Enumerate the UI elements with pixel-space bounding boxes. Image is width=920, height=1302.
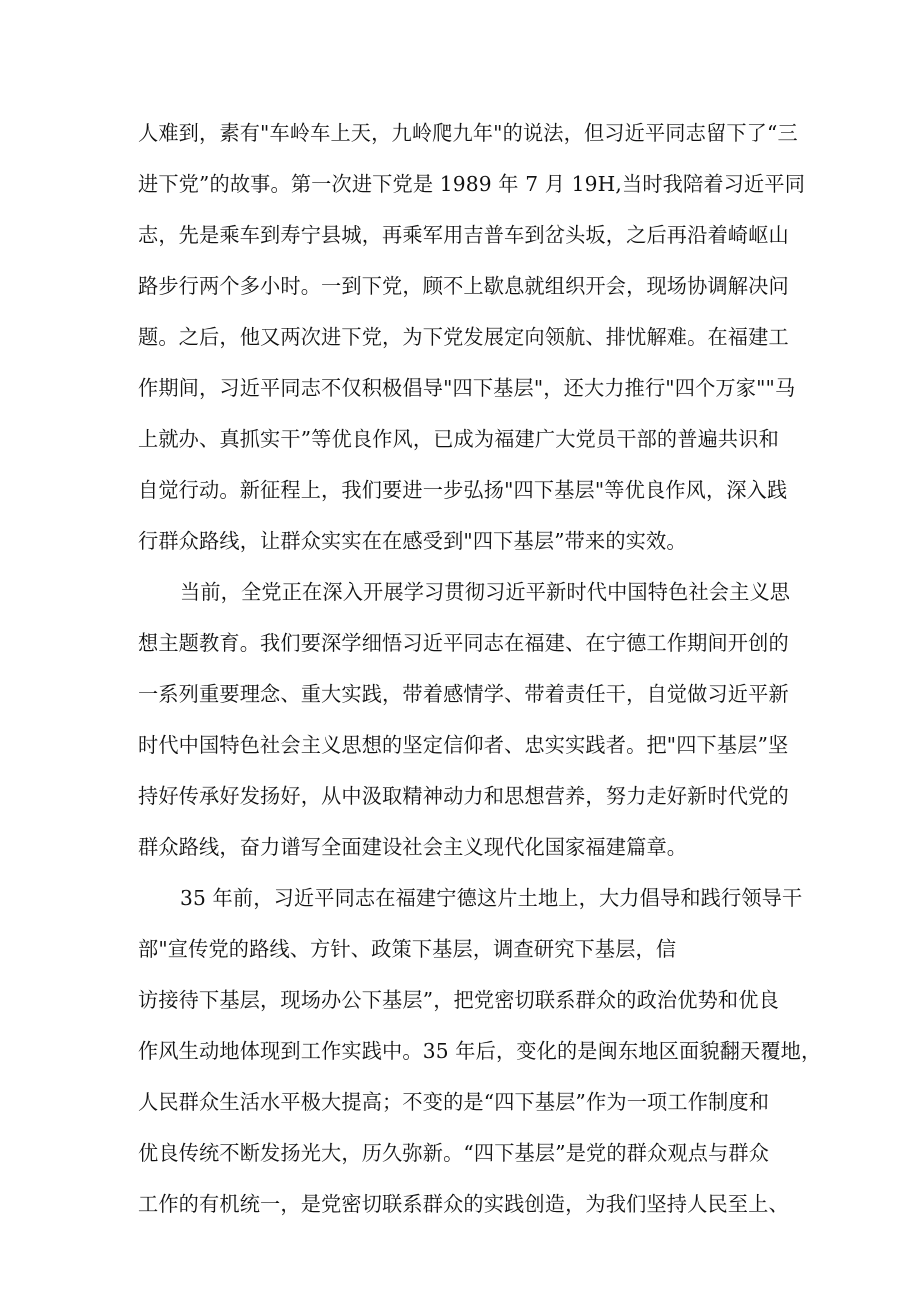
paragraph-1-line-6: 作期间，习近平同志不仅积极倡导"四下基层"，还大力推行"四个万家""马 <box>138 376 796 400</box>
paragraph-2-line-6: 群众路线，奋力谱写全面建设社会主义现代化国家福建篇章。 <box>138 835 688 859</box>
paragraph-1-line-3: 志，先是乘车到寿宁县城，再乘军用吉普车到岔头坂，之后再沿着崎岖山 <box>138 223 789 247</box>
paragraph-2-line-3: 一系列重要理念、重大实践，带着感情学、带着责任干，自觉做习近平新 <box>138 682 789 706</box>
paragraph-3-line-3: 访接待下基层，现场办公下基层”，把党密切联系群众的政治优势和优良 <box>138 988 779 1012</box>
paragraph-2-line-4: 时代中国特色社会主义思想的坚定信仰者、忠实实践者。把"四下基层”坚 <box>138 733 789 757</box>
paragraph-1-line-8: 自觉行动。新征程上，我们要进一步弘扬"四下基层"等优良作风，深入践 <box>138 478 788 502</box>
paragraph-3-line-6: 优良传统不断发扬光大，历久弥新。“四下基层”是党的群众观点与群众 <box>138 1141 770 1165</box>
paragraph-3-line-1: 35 年前，习近平同志在福建宁德这片土地上，大力倡导和践行领导干 <box>180 886 803 910</box>
paragraph-1-line-9: 行群众路线，让群众实实在在感受到"四下基层”带来的实效。 <box>138 529 687 553</box>
paragraph-3-line-4: 作风生动地体现到工作实践中。35 年后，变化的是闽东地区面貌翻天覆地， <box>138 1039 822 1063</box>
paragraph-1-line-7: 上就办、真抓实干”等优良作风，已成为福建广大党员干部的普遍共识和 <box>138 427 779 451</box>
paragraph-2-line-5: 持好传承好发扬好，从中汲取精神动力和思想营养，努力走好新时代党的 <box>138 784 789 808</box>
paragraph-1-line-4: 路步行两个多小时。一到下党，顾不上歇息就组织开会，现场协调解决问 <box>138 274 789 298</box>
paragraph-1-line-5: 题。之后，他又两次进下党，为下党发展定向领航、排忧解难。在福建工 <box>138 325 789 349</box>
paragraph-3-line-5: 人民群众生活水平极大提高；不变的是“四下基层”作为一项工作制度和 <box>138 1090 770 1114</box>
paragraph-2-line-2: 想主题教育。我们要深学细悟习近平同志在福建、在宁德工作期间开创的 <box>138 631 789 655</box>
paragraph-3-line-2: 部"宣传党的路线、方针、政策下基层，调查研究下基层，信 <box>138 937 677 961</box>
paragraph-2-line-1: 当前，全党正在深入开展学习贯彻习近平新时代中国特色社会主义思 <box>180 580 791 604</box>
paragraph-1-line-2: 进下党”的故事。第一次进下党是 1989 年 7 月 19H,当时我陪着习近平同 <box>138 172 806 196</box>
paragraph-1-line-1: 人难到，素有"车岭车上天，九岭爬九年"的说法，但习近平同志留下了“三 <box>138 121 798 145</box>
paragraph-3-line-7: 工作的有机统一，是党密切联系群众的实践创造，为我们坚持人民至上、 <box>138 1192 789 1216</box>
